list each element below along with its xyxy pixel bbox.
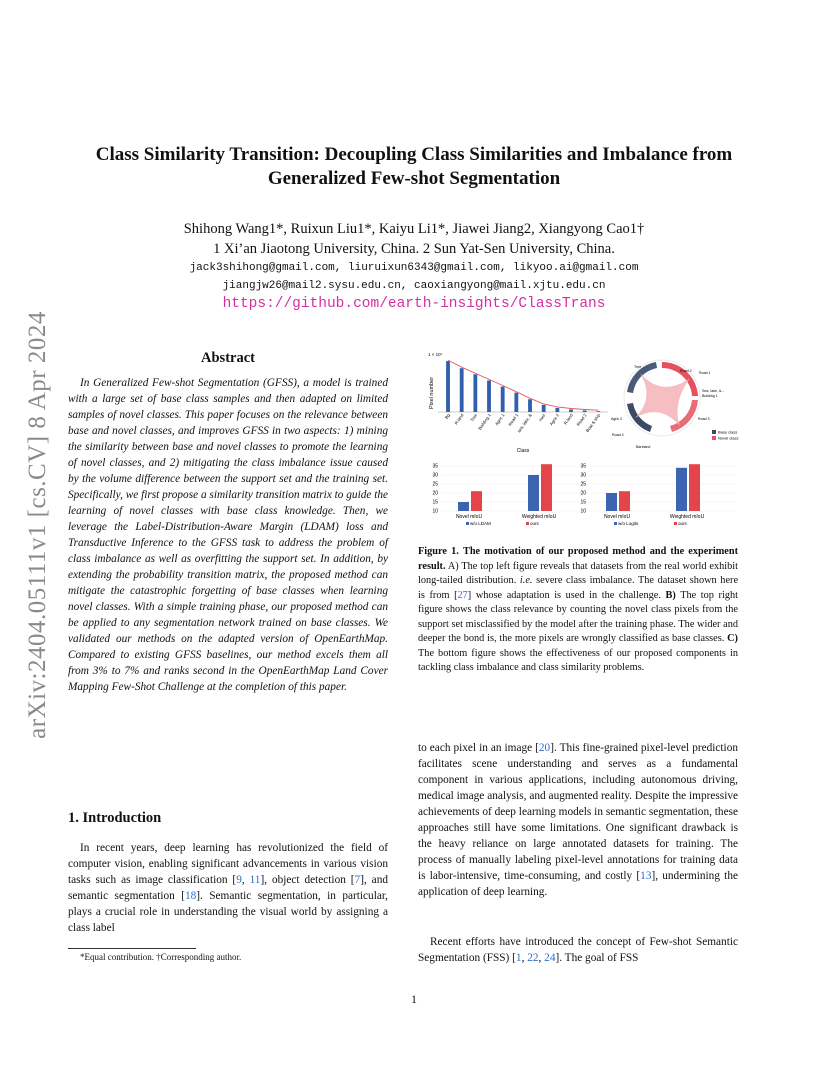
text-run: ]. Semantic segmentation, in particular, plays a crucial role in understanding the visual world by assigning a class label bbox=[68, 890, 388, 934]
trend-curve bbox=[448, 360, 598, 410]
chord-label-agric-2: Agric 2 bbox=[611, 417, 623, 421]
y-tick-1: 15 bbox=[432, 499, 438, 506]
emails-line-2: jiangjw26@mail2.sysu.edu.cn, caoxiangyong@mail.xjtu.edu.cn bbox=[222, 280, 606, 292]
citation-link[interactable]: 20 bbox=[538, 742, 551, 754]
category-label-4: Agric 1 bbox=[493, 412, 506, 427]
citation-link[interactable]: 18 bbox=[184, 890, 197, 902]
ldam-comparison-chart bbox=[432, 464, 588, 527]
citation-link[interactable]: 13 bbox=[640, 870, 652, 882]
legend-label-base: Base class bbox=[718, 429, 738, 435]
text-run: ]. The goal of FSS bbox=[555, 952, 639, 964]
category-label-3: Building 1 bbox=[477, 412, 492, 431]
text-run: ], undermining the application of deep learning. bbox=[418, 870, 738, 898]
class-relevance-chord-diagram bbox=[611, 360, 738, 449]
y-tick-0: 10 bbox=[580, 508, 586, 515]
intro-paragraph-3 bbox=[418, 934, 738, 966]
logits-comparison-chart bbox=[580, 464, 736, 527]
author-list: Shihong Wang1*, Ruixun Liu1*, Kaiyu Li1*, Jiawei Jiang2, Xiangyong Cao1† bbox=[183, 221, 645, 237]
legend-label-1: ours bbox=[678, 521, 687, 526]
citation-link[interactable]: 7 bbox=[354, 874, 361, 886]
chord-label-road-3: Road 3 bbox=[698, 417, 710, 421]
long-tail-bar-chart bbox=[428, 352, 608, 454]
author-block bbox=[60, 219, 768, 259]
category-label-0: Novel mIoU bbox=[455, 514, 483, 520]
bar-5 bbox=[514, 393, 518, 412]
text-run: , bbox=[521, 952, 528, 964]
y-tick-0: 10 bbox=[432, 508, 438, 515]
legend-label-0: w/o Logits bbox=[618, 521, 639, 526]
y-tick-4: 30 bbox=[580, 472, 586, 479]
y-tick-1: 15 bbox=[580, 499, 586, 506]
legend-swatch-1 bbox=[526, 522, 529, 525]
category-label-1: Weighted mIoU bbox=[669, 514, 705, 520]
category-label-1: R.land bbox=[453, 412, 465, 426]
category-label-5: Road 1 bbox=[507, 412, 520, 427]
bar-4 bbox=[501, 387, 505, 412]
bar-woldam-0 bbox=[458, 502, 469, 511]
citation-link[interactable]: 24 bbox=[544, 952, 556, 964]
paper-title bbox=[60, 143, 768, 191]
abstract-text: In Generalized Few-shot Segmentation (GFSS), a model is trained with a large set of base class samples and then adapted on limited samples of novel classes. This paper focuses on the relevance between base and novel classes, and improves GFSS in two aspects: 1) mining the similarity between base and novel classes to promote the learning of novel classes, and 2) mitigating the class imbalance issue caused by the volume difference between the support set and the training set. Specifically, we first propose a similarity transition matrix to guide the learning of novel classes with base class knowledge. Then, we leverage the Label-Distribution-Aware Margin (LDAM) loss and Transductive Inference to the GFSS task to address the problem of class imbalance as well as overfitting the support set. In addition, by extending the probability transition matrix, the proposed method can mitigate the catastrophic forgetting of base classes when learning novel classes. With a simple training phase, our proposed method can be applied to any segmentation network trained on base classes. We validated our methods on the adapted version of OpenEarthMap. Compared to existing GFSS baselines, our method excels them all from 3% to 7% and ranks second in the OpenEarthMap Land Cover Mapping Few-Shot Challenge at the completion of this paper. bbox=[68, 377, 388, 693]
bar-9 bbox=[569, 409, 573, 412]
bar-1 bbox=[460, 368, 464, 412]
category-label-0: Bg bbox=[443, 412, 451, 420]
section-heading-introduction: 1. Introduction bbox=[68, 810, 162, 826]
text-run: The bottom figure shows the effectiveness of our proposed components in tackling class imbalance and class similarity problems. bbox=[418, 647, 738, 673]
text-run: ], object detection [ bbox=[260, 874, 355, 886]
bar-wologits-1 bbox=[676, 468, 687, 511]
category-label-7: river bbox=[537, 412, 547, 423]
citation-link[interactable]: 11 bbox=[249, 874, 261, 886]
legend-swatch-0 bbox=[614, 522, 617, 525]
text-run: Recent efforts have introduced the concept of Few-shot Semantic Segmentation (FSS) [ bbox=[418, 936, 738, 964]
text-run: B) bbox=[665, 589, 676, 601]
x-axis-label: Class bbox=[516, 448, 530, 454]
bar-3 bbox=[487, 380, 491, 412]
bar-ours-0 bbox=[619, 491, 630, 511]
category-label-2: Tree bbox=[469, 412, 479, 423]
y-tick-2: 20 bbox=[580, 490, 586, 497]
abstract-heading: Abstract bbox=[201, 350, 255, 366]
chord-bonds bbox=[635, 373, 690, 426]
citation-link[interactable]: 9 bbox=[236, 874, 242, 886]
text-run: to each pixel in an image [ bbox=[418, 742, 539, 754]
bar-11 bbox=[596, 411, 600, 412]
bar-8 bbox=[555, 408, 559, 412]
text-run: ], and semantic segmentation [ bbox=[68, 874, 388, 902]
y-tick-4: 30 bbox=[432, 472, 438, 479]
bar-ours-0 bbox=[471, 491, 482, 511]
chord-label-bareland: Bareland bbox=[636, 445, 651, 449]
category-label-0: Novel mIoU bbox=[603, 514, 631, 520]
chord-label-road-4: Road 4 bbox=[612, 433, 624, 437]
text-run: ]. This fine-grained pixel-level prediction facilitates scene understanding and serves as a fundamental component in various applications, including autonomous driving, medical image analysis, and augmented reality. Despite the impressive achievements of deep learning models in semantic segmentation, these approaches still have some limitations. One significant drawback is the heavy reliance on large annotated datasets for training. The process of manually labeling pixel-level annotations for training data is labor-intensive, time-consuming, and costly [ bbox=[418, 742, 738, 882]
y-axis-label: Pixel number bbox=[429, 376, 435, 410]
category-label-11: Boat & ship bbox=[584, 412, 602, 434]
legend-label-novel: Novel class bbox=[718, 435, 739, 441]
y-tick-2: 20 bbox=[432, 490, 438, 497]
category-label-9: R.land bbox=[562, 412, 574, 426]
category-label-8: Agric 2 bbox=[548, 412, 561, 427]
text-run: , bbox=[538, 952, 545, 964]
footnote-rule bbox=[68, 948, 196, 949]
figure-1 bbox=[410, 348, 740, 538]
y-tick-5: 35 bbox=[432, 463, 438, 470]
legend-swatch-0 bbox=[466, 522, 469, 525]
text-run: severe class imbalance. The dataset shown here is from [ bbox=[418, 575, 739, 601]
text-run: In recent years, deep learning has revolutionized the field of computer vision, enabling significant advancements in various vision tasks such as image classification [ bbox=[68, 842, 388, 886]
bar-ours-1 bbox=[689, 464, 700, 511]
text-run: i.e. bbox=[519, 575, 533, 586]
category-label-1: Weighted mIoU bbox=[521, 514, 557, 520]
bar-2 bbox=[473, 374, 477, 412]
figure-1-caption bbox=[418, 545, 738, 676]
intro-paragraph-2 bbox=[418, 740, 738, 900]
footnote: *Equal contribution. †Corresponding author. bbox=[80, 952, 242, 962]
bar-7 bbox=[542, 405, 546, 412]
repository-link[interactable]: https://github.com/earth-insights/ClassTrans bbox=[222, 296, 606, 312]
page-number: 1 bbox=[411, 992, 417, 1006]
caption-title: The motivation of our proposed method and the experiment result. bbox=[418, 546, 739, 572]
legend-swatch-novel bbox=[712, 436, 716, 440]
category-label-6: sea, lake, & bbox=[516, 412, 533, 434]
legend-label-1: ours bbox=[530, 521, 539, 526]
text-run: C) bbox=[727, 633, 738, 644]
title-line-2: Generalized Few-shot Segmentation bbox=[267, 168, 561, 189]
text-run: ] whose adaptation is used in the challenge. bbox=[467, 589, 666, 601]
emails-line-1: jack3shihong@gmail.com, liuruixun6343@gmail.com, likyoo.ai@gmail.com bbox=[189, 262, 639, 274]
chord-label-road-2: Road 2 bbox=[680, 369, 692, 373]
bar-ours-1 bbox=[541, 464, 552, 511]
bar-10 bbox=[583, 410, 587, 412]
chord-label-sea: Sea, lake, &... bbox=[702, 389, 725, 393]
affiliations: 1 Xi’an Jiaotong University, China. 2 Sun Yat-Sen University, China. bbox=[213, 241, 615, 257]
chord-label-tree: Tree bbox=[634, 365, 642, 369]
citation-link[interactable]: 27 bbox=[457, 589, 468, 601]
scale-note: 1 × 10⁷ bbox=[428, 352, 443, 357]
legend-swatch-1 bbox=[674, 522, 677, 525]
citation-link[interactable]: 1 bbox=[515, 952, 522, 964]
chord-label-road-1: Road 1 bbox=[699, 371, 711, 375]
y-tick-3: 25 bbox=[580, 481, 586, 488]
legend-label-0: w/o LDAM bbox=[470, 521, 491, 526]
intro-paragraph-1 bbox=[68, 840, 388, 936]
caption-label: Figure 1. bbox=[418, 546, 459, 557]
bar-wologits-0 bbox=[606, 493, 617, 511]
chord-label-building-1: Building 1 bbox=[702, 394, 718, 398]
arxiv-id-text: arXiv:2404.05111v1 [cs.CV] 8 Apr 2024 bbox=[24, 311, 51, 739]
bar-0 bbox=[446, 361, 450, 412]
title-line-1: Class Similarity Transition: Decoupling Class Similarities and Imbalance from bbox=[95, 144, 733, 165]
text-run: , bbox=[241, 874, 250, 886]
y-tick-3: 25 bbox=[432, 481, 438, 488]
bar-woldam-1 bbox=[528, 475, 539, 511]
y-tick-5: 35 bbox=[580, 463, 586, 470]
bar-6 bbox=[528, 399, 532, 412]
arxiv-identifier bbox=[18, 290, 58, 760]
citation-link[interactable]: 22 bbox=[527, 952, 539, 964]
legend-swatch-base bbox=[712, 430, 716, 434]
text-run: A) The top left figure reveals that datasets from the real world exhibit long-tailed distribution. bbox=[418, 560, 738, 586]
category-label-10: Road 2 bbox=[575, 412, 588, 427]
text-run: The top right figure shows the class relevance by counting the novel class pixels from the support set misclassified by the model after the training phase. The wider and deeper the bond is, the more pixels are wrongly classified as base classes. bbox=[418, 589, 738, 644]
